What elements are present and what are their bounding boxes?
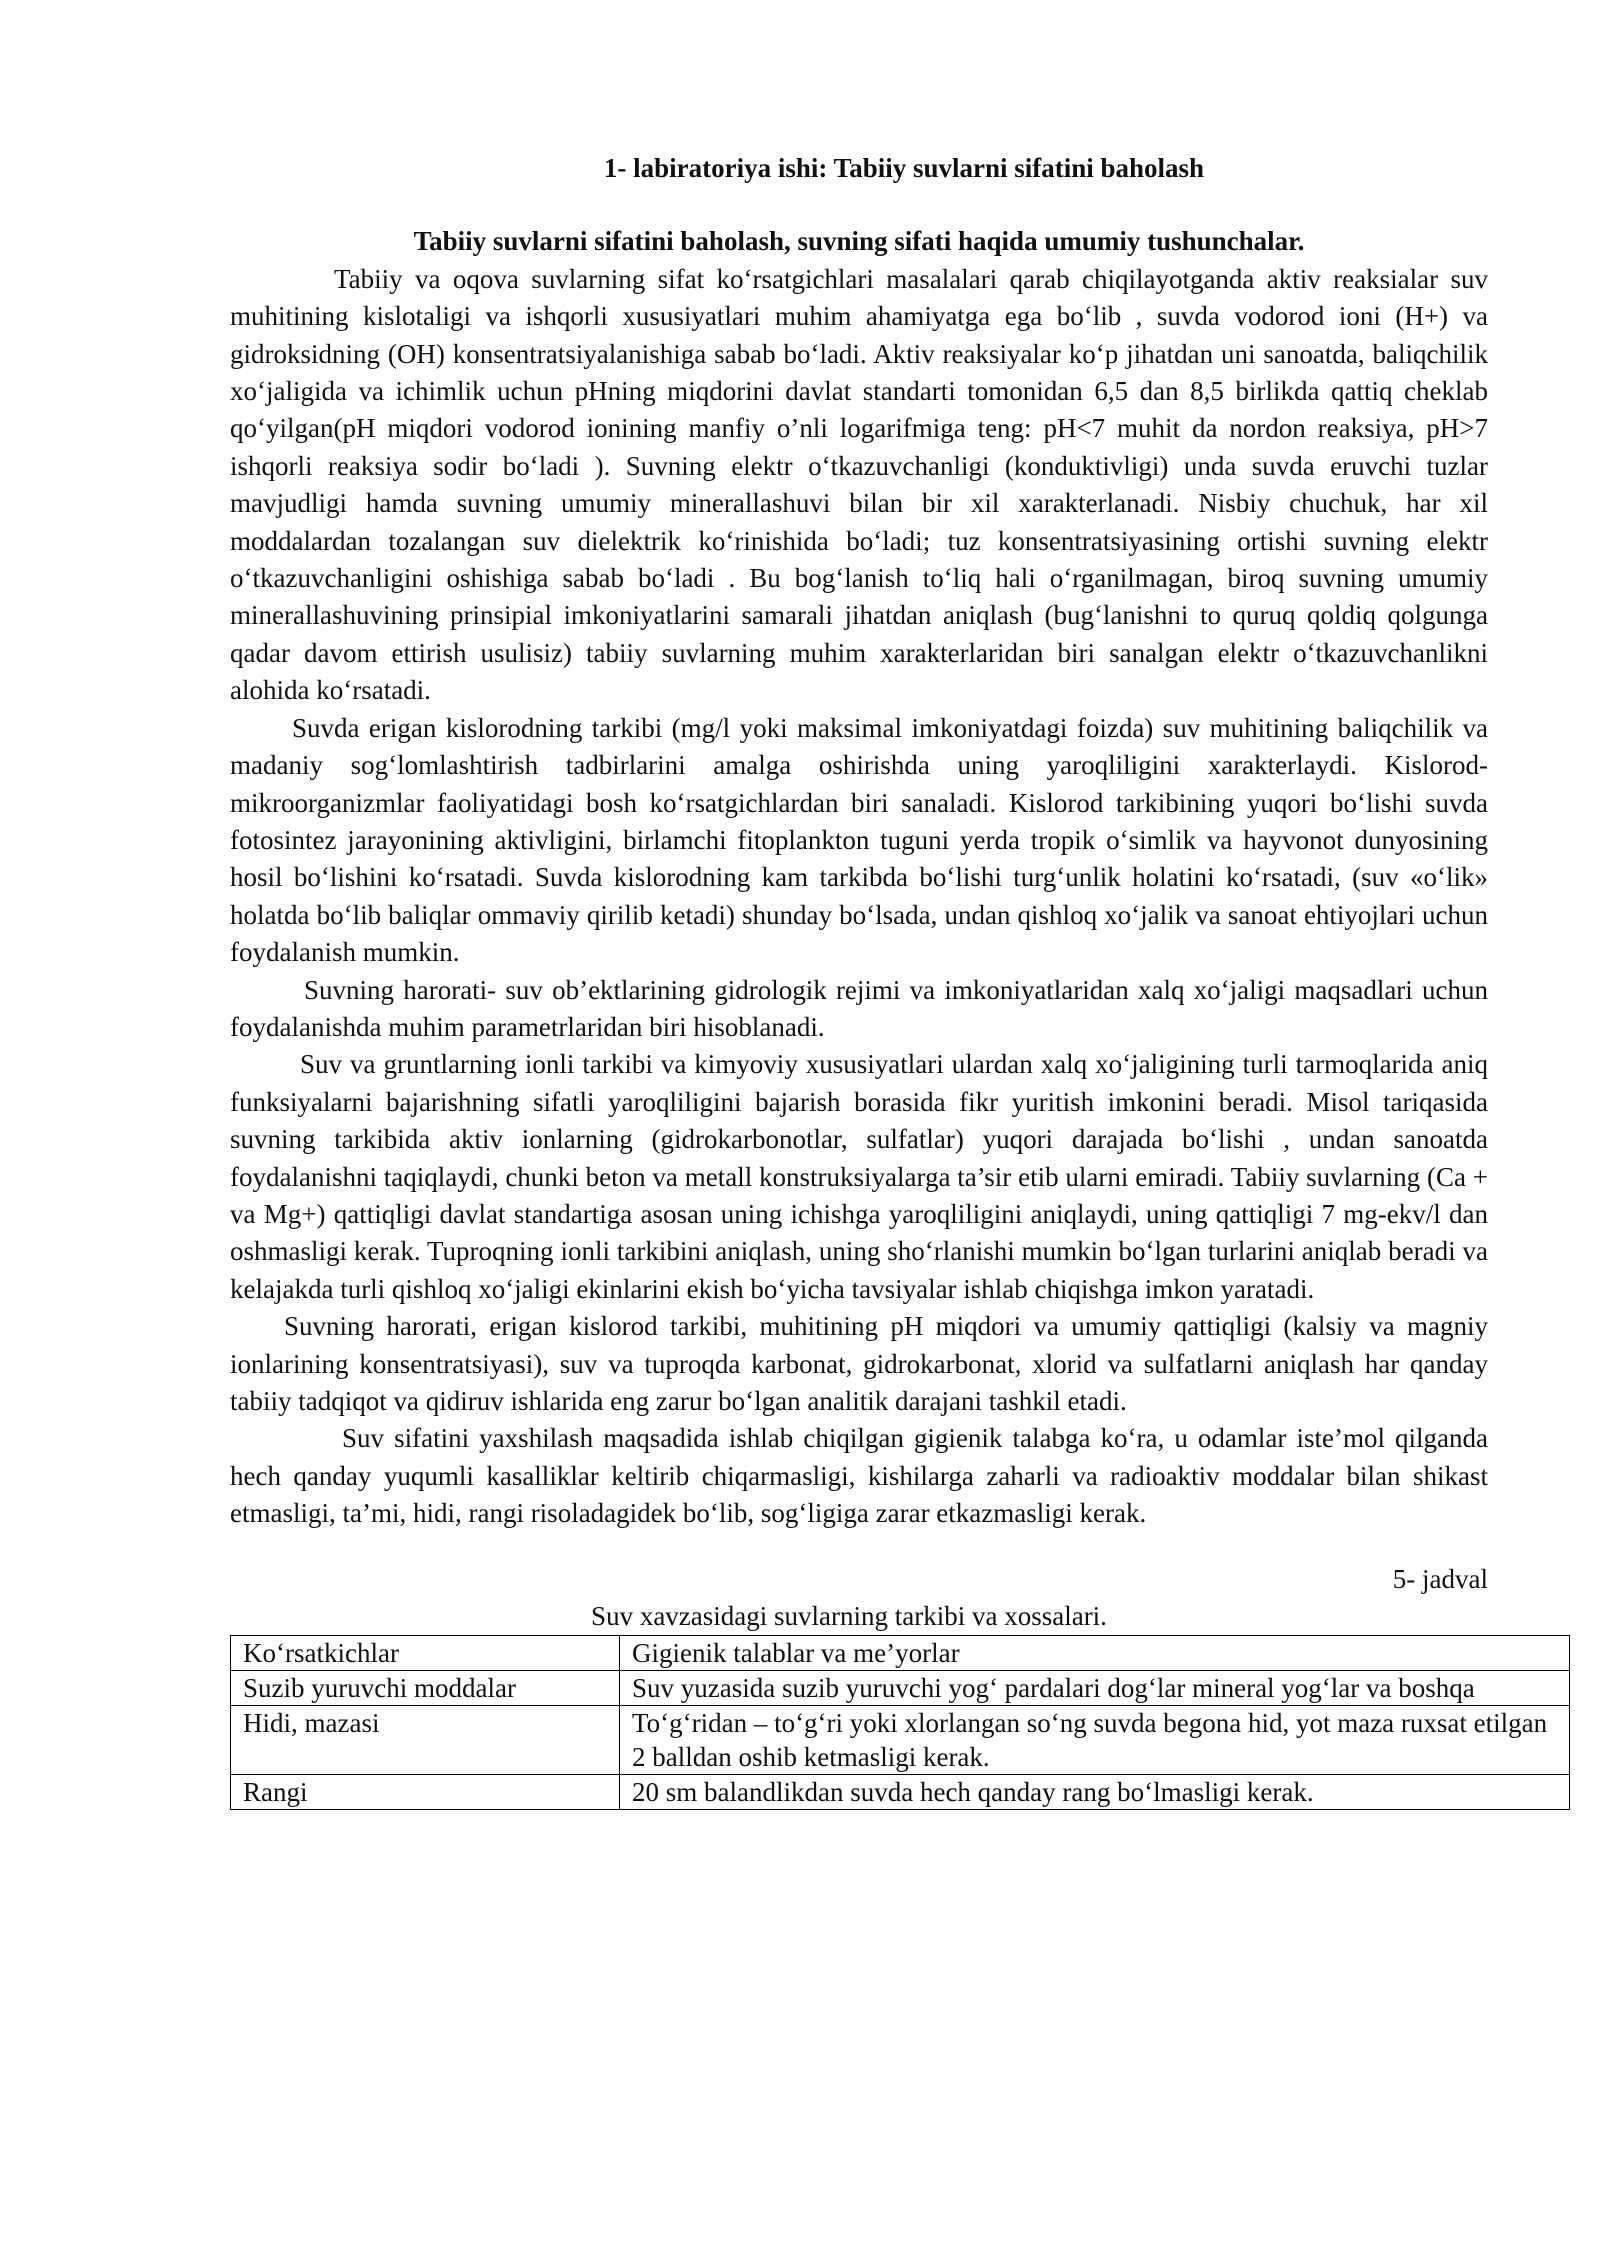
- table-cell-requirement: To‘g‘ridan – to‘g‘ri yoki xlorlangan so‘ng suvda begona hid, yot maza ruxsat etilgan 2 balldan oshib ketmasligi kerak.: [620, 1706, 1570, 1775]
- paragraph-hygiene-requirements: Suv sifatini yaxshilash maqsadida ishlab chiqilgan gigienik talabga ko‘ra, u odamlar iste’mol qilganda hech qanday yuqumli kasalliklar keltirib chiqarmasligi, kishilarga zaharli va radioaktiv moddalar bilan shikast etmasligi, ta’mi, hidi, rangi risoladagidek bo‘lib, sog‘ligiga zarar etkazmasligi kerak.: [230, 1423, 1488, 1529]
- table-cell-indicator: Rangi: [231, 1775, 620, 1810]
- table-header-indicator: Ko‘rsatkichlar: [231, 1636, 620, 1671]
- table-header-requirement: Gigienik talablar va me’yorlar: [620, 1636, 1570, 1671]
- paragraph-oxygen: Suvda erigan kislorodning tarkibi (mg/l yoki maksimal imkoniyatdagi foizda) suv muhitining baliqchilik va madaniy sog‘lomlashtirish tadbirlarini amalga oshirishda uning yaroqliligini xarakterlaydi. Kislorod-mikroorganizmlar faoliyatidagi bosh ko‘rsatgichlardan biri sanaladi. Kislorod tarkibining yuqori bo‘lishi suvda fotosintez jarayonining aktivligini, birlamchi fitoplankton tuguni yerda tropik o‘simlik va hayvonot dunyosining hosil bo‘lishini ko‘rsatadi. Suvda kislorodning kam tarkibda bo‘lishi turg‘unlik holatini ko‘rsatadi, (suv «o‘lik» holatda bo‘lib baliqlar ommaviy qirilib ketadi) shunday bo‘lsada, undan qishloq xo‘jalik va sanoat ehtiyojlari uchun foydalanish mumkin.: [230, 712, 1488, 968]
- page-title: 1- labiratoriya ishi: Tabiiy suvlarni sifatini baholash: [603, 153, 1205, 183]
- table-cell-requirement: Suv yuzasida suzib yuruvchi yog‘ pardalari dog‘lar mineral yog‘lar va boshqa: [620, 1671, 1570, 1706]
- water-quality-table: [230, 1635, 1570, 1810]
- table-row: [231, 1775, 1570, 1810]
- table-header-row: [231, 1636, 1570, 1671]
- table-caption: Suv xavzasidagi suvlarning tarkibi va xossalari.: [591, 1601, 1107, 1632]
- table-cell-requirement: 20 sm balandlikdan suvda hech qanday rang bo‘lmasligi kerak.: [620, 1775, 1570, 1810]
- paragraph-temperature: Suvning harorati- suv ob’ektlarining gidrologik rejimi va imkoniyatlaridan xalq xo‘jaligi maqsadlari uchun foydalanishda muhim parametrlaridan biri hisoblanadi.: [230, 974, 1488, 1042]
- section-subtitle: Tabiiy suvlarni sifatini baholash, suvning sifati haqida umumiy tushunchalar.: [413, 226, 1305, 257]
- table-row: [231, 1706, 1570, 1775]
- paragraph-analysis-summary: Suvning harorati, erigan kislorod tarkibi, muhitining pH miqdori va umumiy qattiqligi (kalsiy va magniy ionlarining konsentratsiyasi), suv va tuproqda karbonat, gidrokarbonat, xlorid va sulfatlarni aniqlash har qanday tabiiy tadqiqot va qidiruv ishlarida eng zarur bo‘lgan analitik darajani tashkil etadi.: [230, 1311, 1488, 1416]
- paragraph-ph-conductivity: Tabiiy va oqova suvlarning sifat ko‘rsatgichlari masalalari qarab chiqilayotganda aktiv reaksialar suv muhitining kislotaligi va ishqorli xususiyatlari muhim ahamiyatga ega bo‘lib , suvda vodorod ioni (H+) va gidroksidning (OH) konsentratsiyalanishiga sabab bo‘ladi. Aktiv reaksiyalar ko‘p jihatdan uni sanoatda, baliqchilik xo‘jaligida va ichimlik uchun pHning miqdorini davlat standarti tomonidan 6,5 dan 8,5 birlikda qattiq cheklab qo‘yilgan(pH miqdori vodorod ionining manfiy o’nli logarifmiga teng: pH<7 muhit da nordon reaksiya, pH>7 ishqorli reaksiya sodir bo‘ladi ). Suvning elektr o‘tkazuvchanligi (konduktivligi) unda suvda eruvchi tuzlar mavjudligi hamda suvning umumiy minerallashuvi bilan bir xil xarakterlanadi. Nisbiy chuchuk, har xil moddalardan tozalangan suv dielektrik ko‘rinishida bo‘ladi; tuz konsentratsiyasining ortishi suvning elektr o‘tkazuvchanligini oshishiga sabab bo‘ladi . Bu bog‘lanish to‘liq hali o‘rganilmagan, biroq suvning umumiy minerallashuvining prinsipial imkoniyatlarini samarali jihatdan aniqlash (bug‘lanishni to quruq qoldiq qolgunga qadar davom ettirish usulisiz) tabiiy suvlarning muhim xarakterlaridan biri sanalgan elektr o‘tkazuvchanlikni alohida ko‘rsatadi.: [230, 263, 1488, 706]
- paragraph-ionic-composition: Suv va gruntlarning ionli tarkibi va kimyoviy xususiyatlari ulardan xalq xo‘jaligining turli tarmoqlarida aniq funksiyalarni bajarishning sifatli yaroqliligini bajarish borasida fikr yuritish imkonini beradi. Misol tariqasida suvning tarkibida aktiv ionlarning (gidrokarbonotlar, sulfatlar) yuqori darajada bo‘lishi , undan sanoatda foydalanishni taqiqlaydi, chunki beton va metall konstruksiyalarga ta’sir etib ularni emiradi. Tabiiy suvlarning (Ca + va Mg+) qattiqligi davlat standartiga asosan uning ichishga yaroqliligini aniqlaydi, uning qattiqligi 7 mg-ekv/l dan oshmasligi kerak. Tuproqning ionli tarkibini aniqlash, uning sho‘rlanishi mumkin bo‘lgan turlarini aniqlab beradi va kelajakda turli qishloq xo‘jaligi ekinlarini ekish bo‘yicha tavsiyalar ishlab chiqishga imkon yaratadi.: [230, 1049, 1488, 1304]
- table-number: 5- jadval: [1392, 1563, 1488, 1594]
- table-cell-indicator: Hidi, mazasi: [231, 1706, 620, 1775]
- table-cell-indicator: Suzib yuruvchi moddalar: [231, 1671, 620, 1706]
- table-row: [231, 1671, 1570, 1706]
